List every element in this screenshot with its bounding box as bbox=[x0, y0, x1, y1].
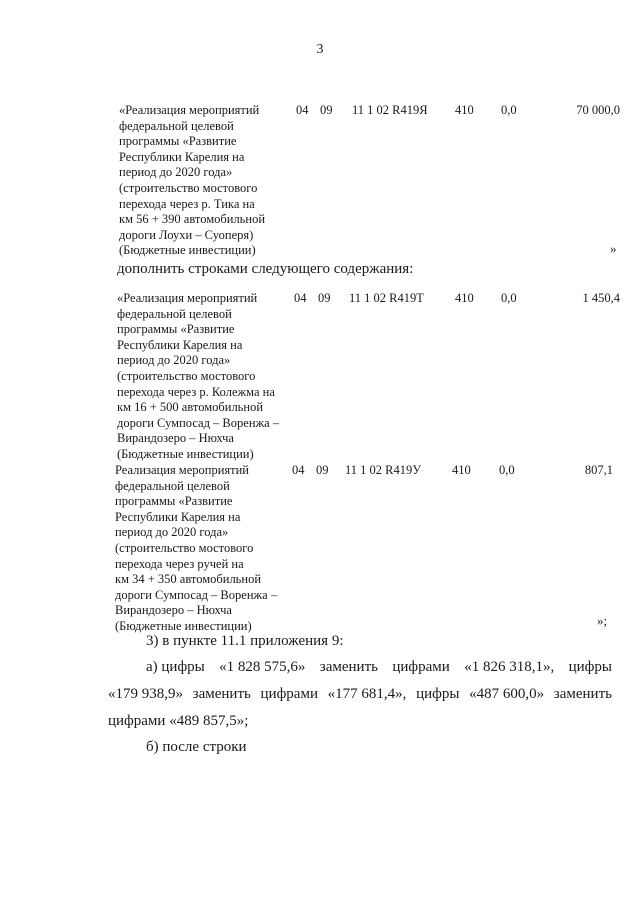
text-fragment: цифрами bbox=[392, 659, 450, 675]
item-a-line-1 bbox=[146, 659, 612, 676]
row-section: 04 bbox=[296, 103, 309, 117]
row-section: 04 bbox=[294, 291, 307, 305]
row-description: «Реализация мероприятий федеральной целевой программы «Развитие Республики Карелия на период до 2020 года» (строительство мостового перехода через р. Тика на км 56 + 390 автомобильной дороги Лоухи – Суоперя) (Бюджетные инвестиции) bbox=[119, 103, 266, 258]
closing-quote: »; bbox=[597, 613, 608, 628]
row-code: 11 1 02 R419Т bbox=[349, 291, 424, 305]
text-fragment: «1 826 318,1», bbox=[464, 659, 555, 675]
closing-quote: » bbox=[610, 241, 617, 256]
row-section: 04 bbox=[292, 463, 305, 477]
item-a-line-3: цифрами «489 857,5»; bbox=[108, 713, 249, 729]
text-fragment: заменить bbox=[553, 686, 612, 702]
text-fragment: «487 600,0» bbox=[469, 686, 545, 702]
row-amount: 70 000,0 bbox=[576, 103, 620, 117]
row-value: 0,0 bbox=[501, 103, 517, 117]
page-number: 3 bbox=[316, 42, 324, 57]
row-code: 11 1 02 R419Я bbox=[352, 103, 428, 117]
row-expense-type: 410 bbox=[452, 463, 471, 477]
item-3-text: 3) в пункте 11.1 приложения 9: bbox=[146, 633, 344, 649]
text-fragment: заменить bbox=[192, 686, 251, 702]
row-code: 11 1 02 R419У bbox=[345, 463, 422, 477]
row-expense-type: 410 bbox=[455, 291, 474, 305]
supplement-text: дополнить строками следующего содержания: bbox=[117, 261, 414, 277]
item-b-text: б) после строки bbox=[146, 739, 247, 755]
row-subsection: 09 bbox=[316, 463, 329, 477]
text-fragment: цифрами bbox=[260, 686, 318, 702]
item-a-line-2 bbox=[108, 686, 612, 703]
row-subsection: 09 bbox=[318, 291, 331, 305]
row-description: «Реализация мероприятий федеральной целевой программы «Развитие Республики Карелия на период до 2020 года» (строительство мостового перехода через р. Колежма на км 16 + 500 автомобильной дороги Сумпосад – Воренжа – Вирандозеро – Нюхча (Бюджетные инвестиции) bbox=[117, 291, 280, 461]
text-fragment: цифры bbox=[568, 659, 612, 675]
row-expense-type: 410 bbox=[455, 103, 474, 117]
row-subsection: 09 bbox=[320, 103, 333, 117]
text-fragment: «179 938,9» bbox=[108, 686, 183, 702]
row-value: 0,0 bbox=[501, 291, 517, 305]
text-fragment: а) цифры bbox=[146, 659, 205, 675]
row-value: 0,0 bbox=[499, 463, 515, 477]
row-amount: 1 450,4 bbox=[582, 291, 620, 305]
text-fragment: «1 828 575,6» bbox=[219, 659, 306, 675]
text-fragment: заменить bbox=[319, 659, 378, 675]
text-fragment: «177 681,4», bbox=[327, 686, 407, 702]
row-description: Реализация мероприятий федеральной целевой программы «Развитие Республики Карелия на период до 2020 года» (строительство мостового перехода через ручей на км 34 + 350 автомобильной дороги Сумпосад – Воренжа – Вирандозеро – Нюхча (Бюджетные инвестиции) bbox=[115, 463, 278, 633]
row-amount: 807,1 bbox=[584, 463, 613, 477]
text-fragment: цифры bbox=[416, 686, 460, 702]
